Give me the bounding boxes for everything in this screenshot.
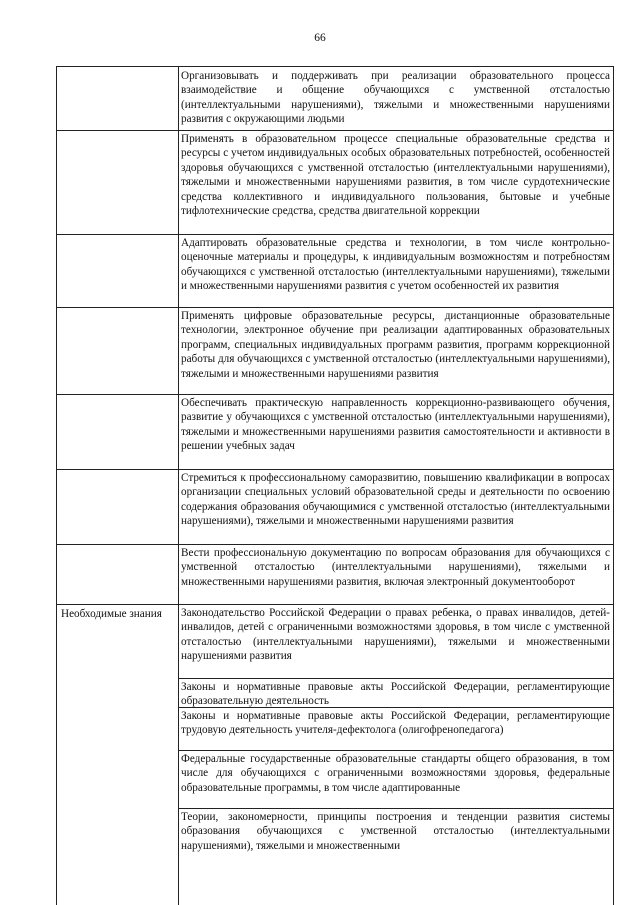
- row-separator: [57, 394, 613, 395]
- skill-cell: Адаптировать образовательные средства и технологии, в том числе контрольно-оценочные материалы и процедуры, к индивидуальным возможностям и потребностям обучающихся с умственной отсталостью (интеллектуальными нарушениями), тяжелыми и множественными нарушениями развития с учетом особенностей их развития: [181, 237, 610, 293]
- knowledge-cell: Теории, закономерности, принципы построения и тенденции развития системы образования обучающихся с умственной отсталостью (интеллектуальными нарушениями), тяжелыми и множественными: [181, 811, 610, 852]
- page-number: 66: [314, 32, 326, 44]
- knowledge-cell: Законодательство Российской Федерации о правах ребенка, о правах инвалидов, детей-инвалидов, детей с ограниченными возможностями здоровья, в том числе с умственной отсталостью (интеллектуальными нарушениями), тяжелыми и множественными нарушениями развития: [181, 607, 610, 663]
- skill-cell: Стремиться к профессиональному саморазвитию, повышению квалификации в вопросах организации специальных условий образовательной среды и деятельности по освоению содержания образования обучающимися с умственной отсталостью (интеллектуальными нарушениями), тяжелыми и множественными нарушениями развития: [181, 472, 610, 528]
- knowledge-cell: Федеральные государственные образовательные стандарты общего образования, в том числе для обучающихся с ограниченными возможностями здоровья, федеральные образовательные программы, в том числе адаптированные: [181, 753, 610, 794]
- knowledge-section-label: Необходимые знания: [61, 608, 162, 620]
- skill-cell: Применять цифровые образовательные ресурсы, дистанционные образовательные технологии, электронное обучение при реализации адаптированных образовательных программ, специальных индивидуальных программ развития, программ коррекционной работы для обучающихся с умственной отсталостью (интеллектуальными нарушениями), тяжелыми и множественными нарушениями развития: [181, 310, 610, 380]
- skill-cell: Организовывать и поддерживать при реализации образовательного процесса взаимодействие и общение обучающихся с умственной отсталостью (интеллектуальными нарушениями), тяжелыми и множественными нарушениями развития с окружающими людьми: [181, 70, 610, 126]
- row-separator: [57, 234, 613, 235]
- row-separator: [57, 544, 613, 545]
- row-separator: [57, 130, 613, 131]
- skill-cell: Применять в образовательном процессе специальные образовательные средства и ресурсы с учетом индивидуальных особых образовательных потребностей, особенностей здоровья обучающихся с умственной отсталостью (интеллектуальными нарушениями), тяжелыми и множественными нарушениями развития, в том числе сурдотехнические средства коллективного и индивидуального пользования, бытовые и учебные тифлотехнические средства, средства двигательной коррекции: [181, 133, 610, 218]
- column-divider: [178, 67, 179, 905]
- knowledge-cell: Законы и нормативные правовые акты Российской Федерации, регламентирующие трудовую деятельность учителя-дефектолога (олигофренопедагога): [181, 710, 610, 737]
- row-separator: [57, 469, 613, 470]
- skill-cell: Обеспечивать практическую направленность коррекционно-развивающего обучения, развитие у обучающихся с умственной отсталостью (интеллектуальными нарушениями), тяжелыми и множественными нарушениями развития самостоятельности и активности в решении учебных задач: [181, 397, 610, 453]
- row-separator: [178, 678, 613, 679]
- row-separator: [178, 808, 613, 809]
- competency-table: [56, 66, 614, 905]
- row-separator: [57, 307, 613, 308]
- section-separator: [57, 604, 613, 605]
- knowledge-cell: Законы и нормативные правовые акты Российской Федерации, регламентирующие образовательную деятельность: [181, 681, 610, 708]
- row-separator: [178, 750, 613, 751]
- skill-cell: Вести профессиональную документацию по вопросам образования для обучающихся с умственной отсталостью (интеллектуальными нарушениями), тяжелыми и множественными нарушениями развития, включая электронный документооборот: [181, 547, 610, 588]
